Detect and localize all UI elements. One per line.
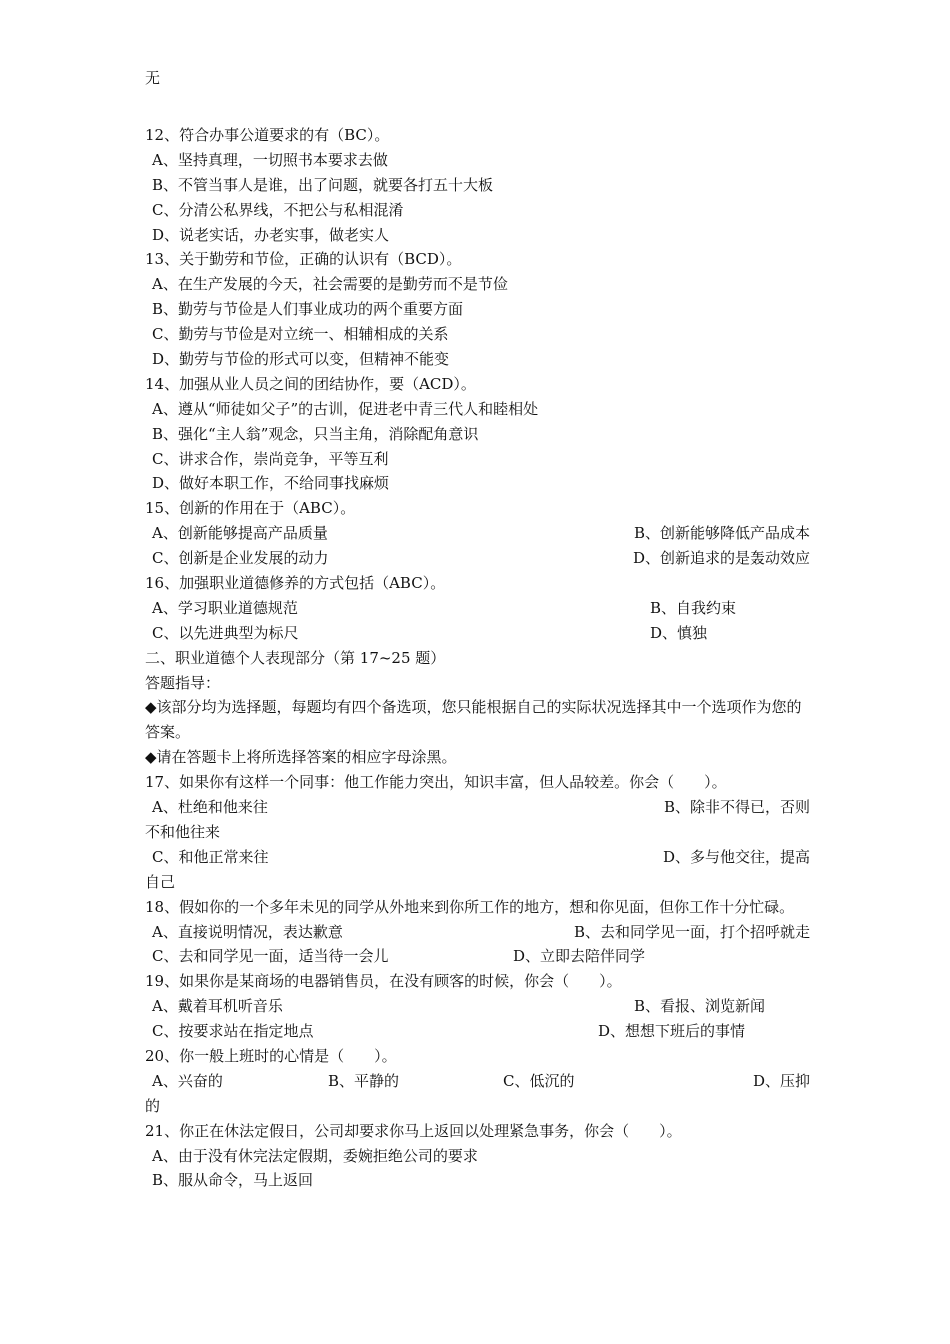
option-16c: C、以先进典型为标尺 <box>152 623 299 642</box>
instruction-heading: 答题指导： <box>145 673 221 692</box>
option-12d: D、说老实话，办老实事，做老实人 <box>152 225 390 244</box>
option-13c: C、勤劳与节俭是对立统一、相辅相成的关系 <box>152 325 449 344</box>
option-18d: D、立即去陪伴同学 <box>513 947 646 966</box>
option-row-20 <box>145 1069 810 1094</box>
option-20d: D、压抑 <box>752 1071 810 1090</box>
option-row-18cd <box>145 944 810 969</box>
option-17b: B、除非不得已，否则 <box>663 798 810 817</box>
option-row-19cd <box>145 1019 810 1044</box>
option-20d-continued: 的 <box>145 1096 161 1115</box>
question-21: 21、你正在休法定假日，公司却要求你马上返回以处理紧急事务，你会（ ）。 <box>145 1121 682 1140</box>
question-15: 15、创新的作用在于（ABC）。 <box>145 499 356 518</box>
option-13d: D、勤劳与节俭的形式可以变，但精神不能变 <box>152 350 450 369</box>
option-14d: D、做好本职工作，不给同事找麻烦 <box>152 474 390 493</box>
instruction-1: ◆该部分均为选择题，每题均有四个备选项，您只能根据自己的实际状况选择其中一个选项作为您的答案。 <box>145 698 802 742</box>
question-20: 20、你一般上班时的心情是（ ）。 <box>145 1047 397 1065</box>
header-text: 无 <box>145 69 161 87</box>
question-14: 14、加强从业人员之间的团结协作，要（ACD）。 <box>145 374 476 393</box>
option-20a: A、兴奋的 <box>152 1071 223 1090</box>
option-12c: C、分清公私界线，不把公与私相混淆 <box>152 200 404 219</box>
option-14c: C、讲求合作，崇尚竞争，平等互利 <box>152 449 389 468</box>
option-13a: A、在生产发展的今天，社会需要的是勤劳而不是节俭 <box>152 275 508 294</box>
option-18b: B、去和同学见一面，打个招呼就走 <box>573 922 810 941</box>
option-14a: A、遵从“师徒如父子”的古训，促进老中青三代人和睦相处 <box>152 399 539 418</box>
option-17b-continued: 不和他往来 <box>145 822 221 841</box>
option-15b: B、创新能够降低产品成本 <box>633 524 810 543</box>
question-13: 13、关于勤劳和节俭，正确的认识有（BCD）。 <box>145 250 462 269</box>
instruction-2: ◆请在答题卡上将所选择答案的相应字母涂黑。 <box>145 748 457 767</box>
option-15c: C、创新是企业发展的动力 <box>152 549 329 568</box>
document-body <box>145 66 810 1193</box>
option-row-17ab <box>145 795 810 820</box>
option-20c: C、低沉的 <box>503 1071 575 1090</box>
option-18a: A、直接说明情况，表达歉意 <box>152 922 343 941</box>
option-row-16cd <box>145 621 810 646</box>
option-18c: C、去和同学见一面，适当待一会儿 <box>152 947 389 966</box>
option-16d: D、慎独 <box>650 623 708 642</box>
option-row-18ab <box>145 920 810 945</box>
question-19: 19、如果你是某商场的电器销售员，在没有顾客的时候，你会（ ）。 <box>145 972 622 991</box>
option-12a: A、坚持真理，一切照书本要求去做 <box>152 150 388 169</box>
option-19b: B、看报、浏览新闻 <box>634 997 766 1016</box>
option-row-15cd <box>145 546 810 571</box>
option-row-19ab <box>145 994 810 1019</box>
option-17a: A、杜绝和他来往 <box>152 798 268 817</box>
question-18: 18、假如你的一个多年未见的同学从外地来到你所工作的地方，想和你见面，但你工作十分忙碌。 <box>145 897 795 916</box>
section-heading: 二、职业道德个人表现部分（第 17~25 题） <box>145 648 446 667</box>
option-21b: B、服从命令，马上返回 <box>152 1171 314 1190</box>
option-15a: A、创新能够提高产品质量 <box>152 524 328 543</box>
option-17d: D、多与他交往，提高 <box>662 847 810 866</box>
option-12b: B、不管当事人是谁，出了问题，就要各打五十大板 <box>152 175 494 194</box>
question-16: 16、加强职业道德修养的方式包括（ABC）。 <box>145 574 446 593</box>
question-17: 17、如果你有这样一个同事：他工作能力突出，知识丰富，但人品较差。你会（ ）。 <box>145 773 727 792</box>
option-row-15ab <box>145 521 810 546</box>
option-row-17cd <box>145 845 810 870</box>
option-20b: B、平静的 <box>328 1071 400 1090</box>
option-14b: B、强化“主人翁”观念，只当主角，消除配角意识 <box>152 424 479 443</box>
option-19a: A、戴着耳机听音乐 <box>152 997 283 1016</box>
option-16a: A、学习职业道德规范 <box>152 598 298 617</box>
question-12: 12、符合办事公道要求的有（BC）。 <box>145 126 390 144</box>
option-13b: B、勤劳与节俭是人们事业成功的两个重要方面 <box>152 300 464 319</box>
option-17c: C、和他正常来往 <box>152 847 269 866</box>
option-19c: C、按要求站在指定地点 <box>152 1022 314 1041</box>
option-16b: B、自我约束 <box>650 598 737 617</box>
option-15d: D、创新追求的是轰动效应 <box>632 549 810 568</box>
option-21a: A、由于没有休完法定假期，委婉拒绝公司的要求 <box>152 1146 478 1165</box>
option-row-16ab <box>145 596 810 621</box>
option-17d-continued: 自己 <box>145 872 176 891</box>
option-19d: D、想想下班后的事情 <box>598 1022 746 1041</box>
